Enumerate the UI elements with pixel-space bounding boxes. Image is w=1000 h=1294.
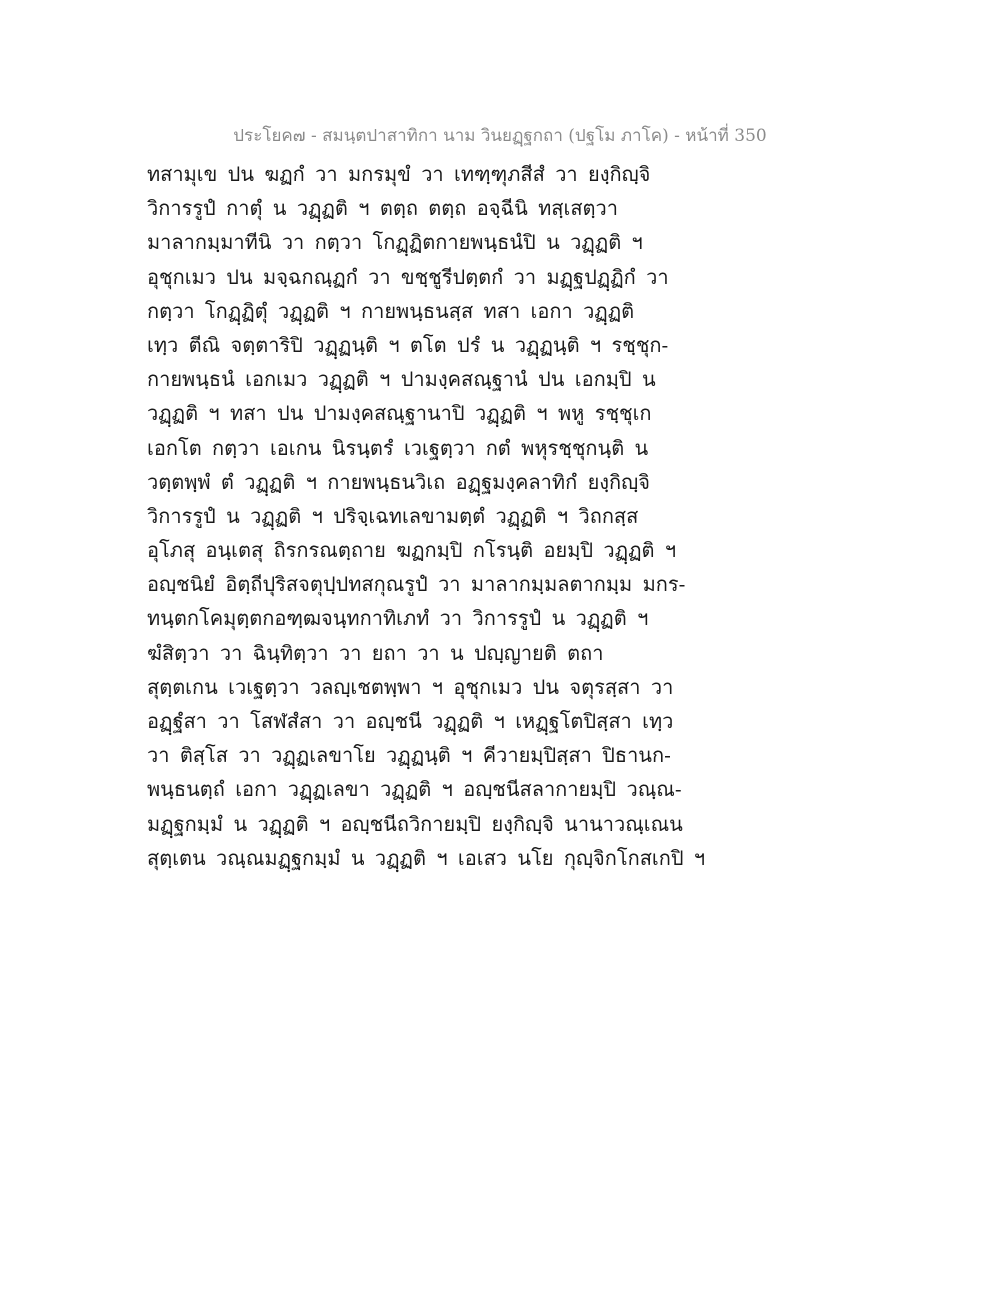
text-line: วิการรูปํ กาตุํ น วฏฺฏติ ฯ ตตฺถ ตตฺถ อจฺฉีนิ ทสฺเสตฺวา: [147, 196, 618, 221]
text-line: มาลากมฺมาทีนิ วา กตฺวา โกฏฺฏิตกายพนฺธนํปิ น วฏฺฏติ ฯ: [147, 230, 643, 255]
text-line: เอกโต กตฺวา เอเกน นิรนฺตรํ เวเฐตฺวา กตํ พหุรชฺชุกนฺติ น: [147, 435, 649, 460]
body-text: [147, 157, 707, 875]
text-line: อฏฺฐํสา วา โสฬสํสา วา อญฺชนี วฏฺฏติ ฯ เหฏฺฐโตปิสฺสา เทฺว: [147, 709, 674, 733]
text-line: ทนฺตกโคมุตฺตกอฑฺฒจนฺทกาทิเภทํ วา วิการรูปํ น วฏฺฏติ ฯ: [147, 606, 649, 631]
text-line: เทฺว ตีณิ จตฺตาริปิ วฏฺฏนฺติ ฯ ตโต ปรํ น วฏฺฏนฺติ ฯ รชฺชุก-: [147, 332, 669, 357]
text-line: วฏฺฏติ ฯ ทสา ปน ปามงฺคสณฺฐานาปิ วฏฺฏติ ฯ พหู รชฺชุเก: [147, 401, 652, 426]
text-line: วา ติสฺโส วา วฏฺฏเลขาโย วฏฺฏนฺติ ฯ คีวายมฺปิสฺสา ปิธานก-: [147, 743, 671, 768]
text-line: ฆํสิตฺวา วา ฉินฺทิตฺวา วา ยถา วา น ปญฺญายติ ตถา: [147, 640, 604, 665]
text-line: อญฺชนิยํ อิตฺถีปุริสจตุปฺปทสกุณรูปํ วา มาลากมฺมลตากมฺม มกร-: [147, 572, 686, 597]
text-line: สุตฺเตน วณฺณมฏฺฐกมฺมํ น วฏฺฏติ ฯ เอเสว นโย กุญฺจิกโกสเกปิ ฯ: [147, 845, 706, 870]
text-line: อุชุกเมว ปน มจฺฉกณฺฏกํ วา ขชฺชูรีปตฺตกํ วา มฏฺฐปฏฺฏิกํ วา: [147, 264, 669, 289]
text-line: ทสามุเข ปน ฆฏกํ วา มกรมุขํ วา เทฑฺฑุภสีสํ วา ยงฺกิญฺจิ: [147, 162, 651, 186]
text-line: วตฺตพฺพํ ตํ วฏฺฏติ ฯ กายพนฺธนวิเถ อฏฺฐมงฺคลาทิกํ ยงฺกิญฺจิ: [147, 469, 650, 494]
text-line: กตฺวา โกฏฺฏิตุํ วฏฺฏติ ฯ กายพนฺธนสฺส ทสา เอกา วฏฺฏติ: [147, 298, 635, 323]
text-line: วิการรูปํ น วฏฺฏติ ฯ ปริจฺเฉทเลขามตฺตํ วฏฺฏติ ฯ วิถกสฺส: [147, 503, 639, 528]
text-line: กายพนฺธนํ เอกเมว วฏฺฏติ ฯ ปามงฺคสณฺฐานํ ปน เอกมฺปิ น: [147, 367, 656, 392]
text-line: พนฺธนตฺถํ เอกา วฏฺฏเลขา วฏฺฏติ ฯ อญฺชนีสลากายมฺปิ วณฺณ-: [147, 777, 682, 802]
text-line: มฏฺฐกมฺมํ น วฏฺฏติ ฯ อญฺชนีถวิกายมฺปิ ยงฺกิญฺจิ นานาวณฺเณน: [147, 811, 683, 836]
page-header: ประโยค๗ - สมนฺตปาสาทิกา นาม วินยฏฺฐกถา (ปฐโม ภาโค) - หน้าที่ 350: [233, 126, 767, 146]
text-line: อุโภสุ อนฺเตสุ ถิรกรณตฺถาย ฆฏกมฺปิ กโรนฺติ อยมฺปิ วฏฺฏติ ฯ: [147, 538, 677, 563]
text-line: สุตฺตเกน เวเฐตฺวา วลญฺเชตพฺพา ฯ อุชุกเมว ปน จตุรสฺสา วา: [147, 674, 674, 699]
